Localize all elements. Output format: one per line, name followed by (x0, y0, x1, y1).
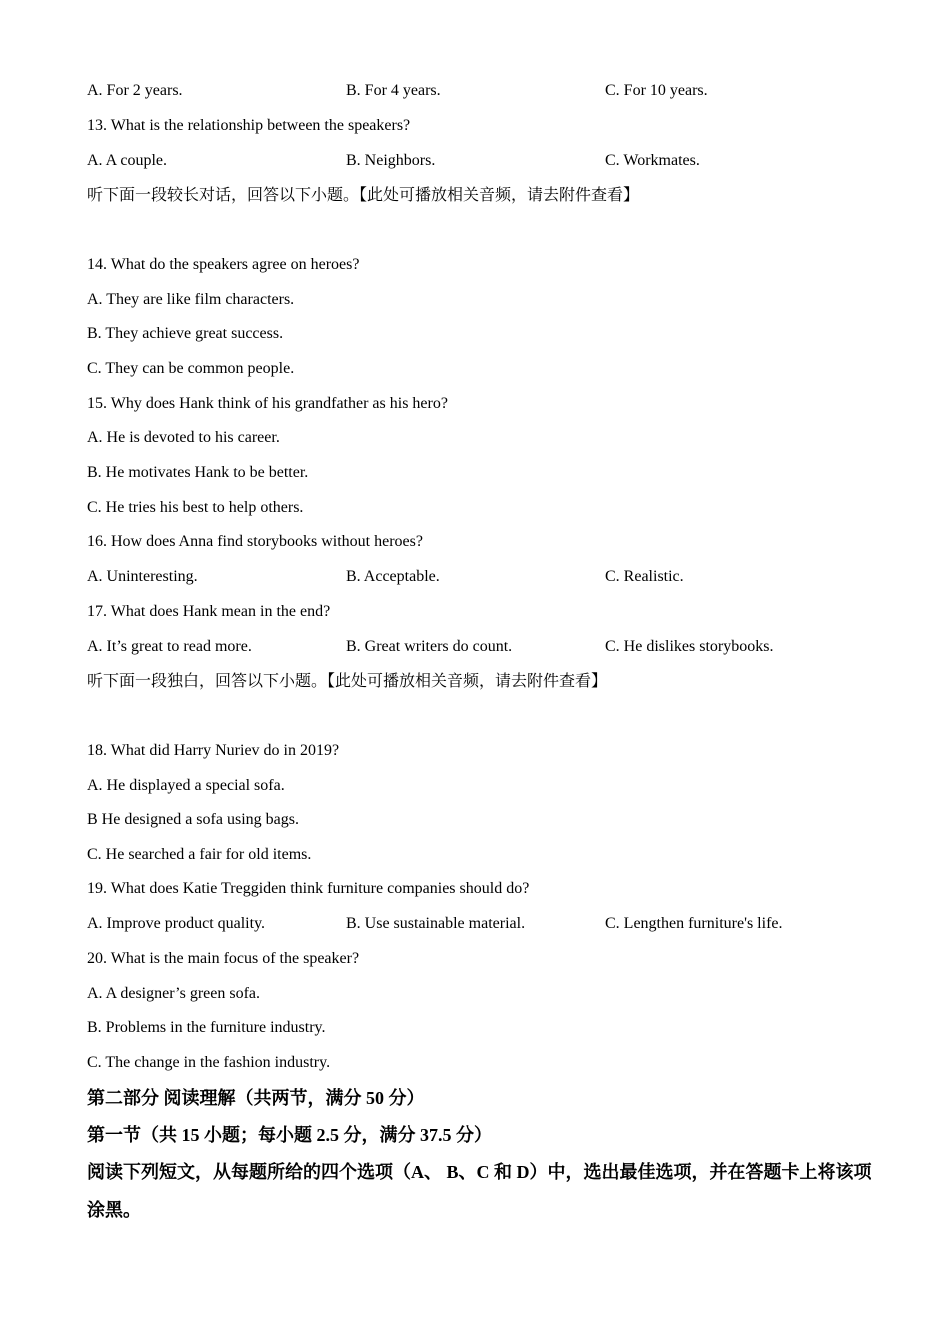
q13-option-a: A. A couple. (87, 152, 167, 169)
q18-option-c: C. He searched a fair for old items. (87, 846, 312, 863)
q17-option-c: C. He dislikes storybooks. (605, 638, 774, 655)
part2-heading: 第二部分 阅读理解（共两节，满分 50 分） (87, 1088, 425, 1108)
q19-option-c: C. Lengthen furniture's life. (605, 915, 783, 932)
section-instruction-long-dialogue: 听下面一段较长对话，回答以下小题。【此处可播放相关音频，请去附件查看】 (87, 187, 640, 204)
q20-option-b: B. Problems in the furniture industry. (87, 1019, 326, 1036)
q19-option-b: B. Use sustainable material. (346, 915, 526, 932)
q14-question: 14. What do the speakers agree on heroes? (87, 256, 360, 273)
q20-option-a: A. A designer’s green sofa. (87, 985, 260, 1002)
q15-question: 15. Why does Hank think of his grandfather as his hero? (87, 395, 448, 412)
q14-option-a: A. They are like film characters. (87, 291, 295, 308)
q19-option-a: A. Improve product quality. (87, 915, 266, 932)
q14-option-c: C. They can be common people. (87, 360, 295, 377)
q12-option-c: C. For 10 years. (605, 82, 708, 99)
q17-option-a: A. It’s great to read more. (87, 638, 252, 655)
q13-question: 13. What is the relationship between the speakers? (87, 117, 411, 134)
q16-question: 16. How does Anna find storybooks without heroes? (87, 533, 423, 550)
q13-option-c: C. Workmates. (605, 152, 700, 169)
q15-option-c: C. He tries his best to help others. (87, 499, 304, 516)
q19-question: 19. What does Katie Treggiden think furniture companies should do? (87, 880, 530, 897)
q14-option-b: B. They achieve great success. (87, 325, 284, 342)
part2-instruction: 阅读下列短文，从每题所给的四个选项（A、 B、C 和 D）中，选出最佳选项，并在答题卡上将该项涂黑。 (87, 1162, 872, 1220)
q18-question: 18. What did Harry Nuriev do in 2019? (87, 742, 340, 759)
q15-option-a: A. He is devoted to his career. (87, 429, 280, 446)
q12-option-b: B. For 4 years. (346, 82, 441, 99)
q17-question: 17. What does Hank mean in the end? (87, 603, 331, 620)
q16-option-a: A. Uninteresting. (87, 568, 198, 585)
q15-option-b: B. He motivates Hank to be better. (87, 464, 309, 481)
q18-option-b: B He designed a sofa using bags. (87, 811, 299, 828)
q16-option-c: C. Realistic. (605, 568, 684, 585)
q20-option-c: C. The change in the fashion industry. (87, 1054, 331, 1071)
q17-option-b: B. Great writers do count. (346, 638, 513, 655)
section-instruction-monologue: 听下面一段独白，回答以下小题。【此处可播放相关音频，请去附件查看】 (87, 673, 608, 690)
q12-option-a: A. For 2 years. (87, 82, 183, 99)
q20-question: 20. What is the main focus of the speaker? (87, 950, 360, 967)
q18-option-a: A. He displayed a special sofa. (87, 777, 285, 794)
part2-section1-heading: 第一节（共 15 小题；每小题 2.5 分，满分 37.5 分） (87, 1125, 492, 1145)
q13-option-b: B. Neighbors. (346, 152, 436, 169)
q16-option-b: B. Acceptable. (346, 568, 440, 585)
